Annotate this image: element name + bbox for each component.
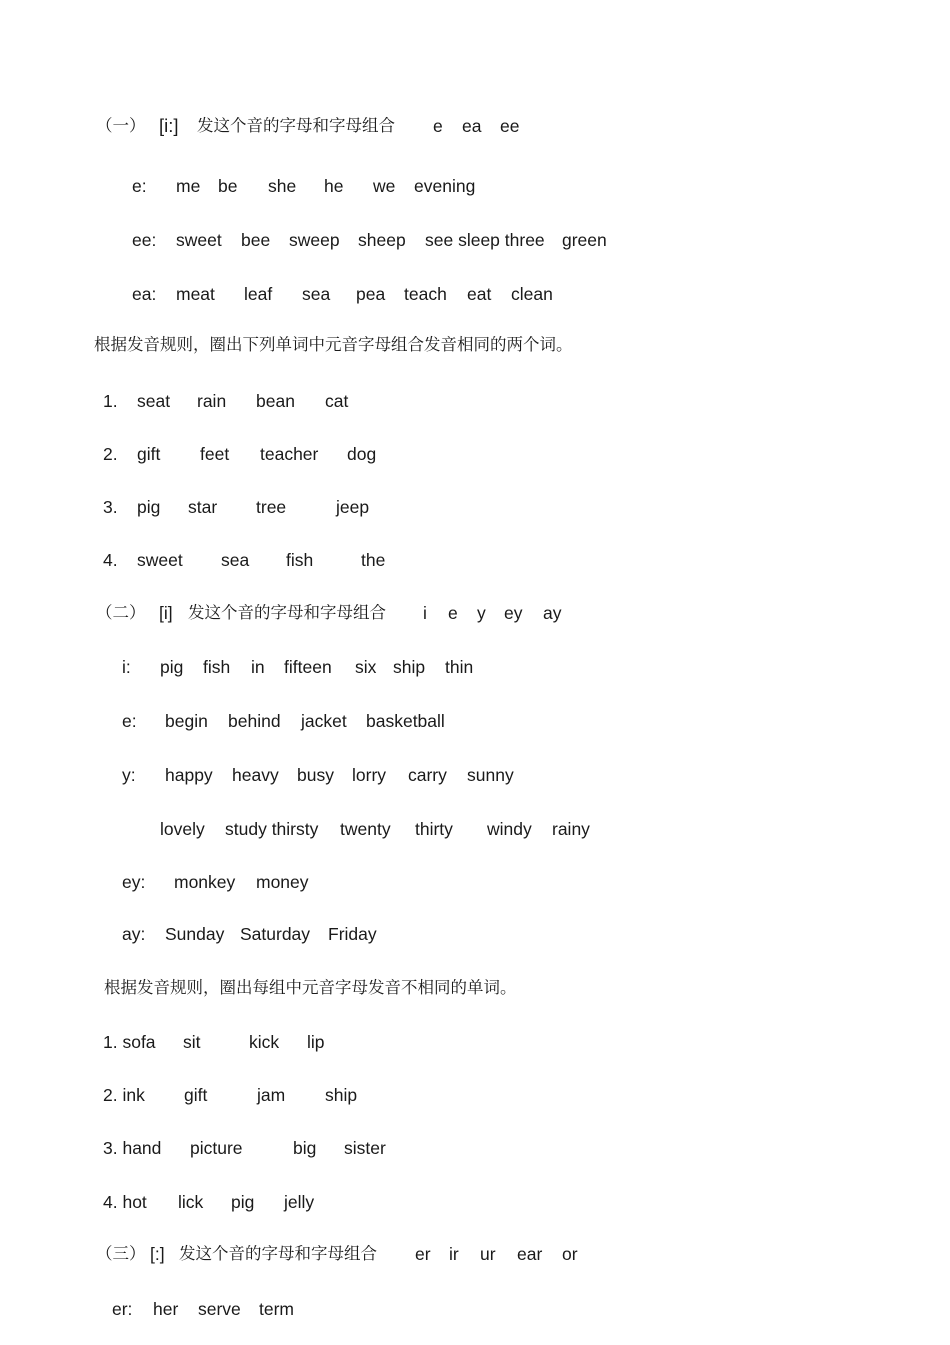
row-label: e: <box>122 711 137 731</box>
word: see sleep three <box>425 230 545 250</box>
letter: i <box>423 603 427 623</box>
word: 3. hand <box>103 1138 162 1158</box>
row-label: er: <box>112 1299 133 1319</box>
section-marker: （二） <box>96 603 146 622</box>
word: dog <box>347 444 377 464</box>
word: monkey <box>174 872 236 892</box>
word: be <box>218 176 238 196</box>
phonetic-symbol: [i] <box>159 603 173 623</box>
word: jelly <box>284 1192 315 1212</box>
word: money <box>256 872 309 892</box>
word: pig <box>231 1192 255 1212</box>
word: eat <box>467 284 492 304</box>
word: sheep <box>358 230 406 250</box>
word: he <box>324 176 344 196</box>
letter: e <box>433 116 443 136</box>
letter: ea <box>462 116 482 136</box>
word: fish <box>203 657 231 677</box>
letter: ear <box>517 1244 543 1264</box>
word: lip <box>307 1032 325 1052</box>
row-label: ee: <box>132 230 157 250</box>
letter: ur <box>480 1244 496 1264</box>
word: bean <box>256 391 295 411</box>
word: pig <box>137 497 161 517</box>
word: rainy <box>552 819 590 839</box>
exercise-number: 3. <box>103 497 118 517</box>
word: 2. ink <box>103 1085 145 1105</box>
word: the <box>361 550 386 570</box>
word: 1. sofa <box>103 1032 156 1052</box>
heading-text: 发这个音的字母和字母组合 <box>188 603 386 622</box>
instruction: 根据发音规则，圈出每组中元音字母发音不相同的单词。 <box>104 978 517 997</box>
row-label: y: <box>122 765 136 785</box>
word: sunny <box>467 765 514 785</box>
word: term <box>259 1299 294 1319</box>
letter: ay <box>543 603 562 623</box>
row-label: e: <box>132 176 147 196</box>
word: ship <box>325 1085 358 1105</box>
letter: y <box>477 603 486 623</box>
word: Friday <box>328 924 377 944</box>
phonetic-symbol: [:] <box>150 1244 165 1264</box>
word: jacket <box>301 711 347 731</box>
word: sit <box>183 1032 201 1052</box>
word: sea <box>221 550 250 570</box>
letter: ee <box>500 116 520 136</box>
word: study thirsty <box>225 819 319 839</box>
word: Saturday <box>240 924 311 944</box>
word: meat <box>176 284 215 304</box>
section-marker: （三） <box>96 1244 146 1263</box>
word: tree <box>256 497 287 517</box>
word: pea <box>356 284 386 304</box>
exercise-number: 1. <box>103 391 118 411</box>
row-label: ey: <box>122 872 146 892</box>
letter: ey <box>504 603 523 623</box>
word: her <box>153 1299 179 1319</box>
word: lick <box>178 1192 204 1212</box>
word: we <box>373 176 396 196</box>
word: seat <box>137 391 171 411</box>
word: thirty <box>415 819 453 839</box>
word: she <box>268 176 297 196</box>
word: jam <box>257 1085 286 1105</box>
word: lovely <box>160 819 205 839</box>
word: fifteen <box>284 657 332 677</box>
word: pig <box>160 657 184 677</box>
letter: ir <box>449 1244 459 1264</box>
word: jeep <box>336 497 370 517</box>
row-label: ea: <box>132 284 157 304</box>
letter: or <box>562 1244 578 1264</box>
word: fish <box>286 550 314 570</box>
word: behind <box>228 711 281 731</box>
word: me <box>176 176 201 196</box>
word: happy <box>165 765 213 785</box>
word: six <box>355 657 377 677</box>
word: big <box>293 1138 317 1158</box>
section-marker: （一） <box>96 116 146 135</box>
word: busy <box>297 765 334 785</box>
word: gift <box>184 1085 208 1105</box>
word: basketball <box>366 711 445 731</box>
word: cat <box>325 391 349 411</box>
word: carry <box>408 765 447 785</box>
word: sweep <box>289 230 340 250</box>
letter: e <box>448 603 458 623</box>
word: teach <box>404 284 447 304</box>
phonetic-symbol: [i:] <box>159 115 179 136</box>
word: picture <box>190 1138 243 1158</box>
word: begin <box>165 711 208 731</box>
word: teacher <box>260 444 319 464</box>
word: clean <box>511 284 553 304</box>
word: leaf <box>244 284 273 304</box>
word: heavy <box>232 765 279 785</box>
row-label: ay: <box>122 924 146 944</box>
word: serve <box>198 1299 241 1319</box>
word: sea <box>302 284 331 304</box>
word: feet <box>200 444 230 464</box>
word: lorry <box>352 765 387 785</box>
heading-text: 发这个音的字母和字母组合 <box>179 1244 377 1263</box>
exercise-number: 2. <box>103 444 118 464</box>
word: windy <box>487 819 532 839</box>
word: in <box>251 657 265 677</box>
word: sweet <box>137 550 183 570</box>
word: rain <box>197 391 227 411</box>
word: star <box>188 497 218 517</box>
word: sweet <box>176 230 222 250</box>
word: thin <box>445 657 474 677</box>
heading-text: 发这个音的字母和字母组合 <box>197 116 395 135</box>
word: 4. hot <box>103 1192 147 1212</box>
word: gift <box>137 444 161 464</box>
word: kick <box>249 1032 280 1052</box>
word: ship <box>393 657 426 677</box>
word: sister <box>344 1138 386 1158</box>
word: evening <box>414 176 476 196</box>
exercise-number: 4. <box>103 550 118 570</box>
word: green <box>562 230 607 250</box>
instruction: 根据发音规则，圈出下列单词中元音字母组合发音相同的两个词。 <box>94 335 573 354</box>
letter: er <box>415 1244 431 1264</box>
row-label: i: <box>122 657 131 677</box>
word: Sunday <box>165 924 225 944</box>
word: bee <box>241 230 271 250</box>
word: twenty <box>340 819 391 839</box>
